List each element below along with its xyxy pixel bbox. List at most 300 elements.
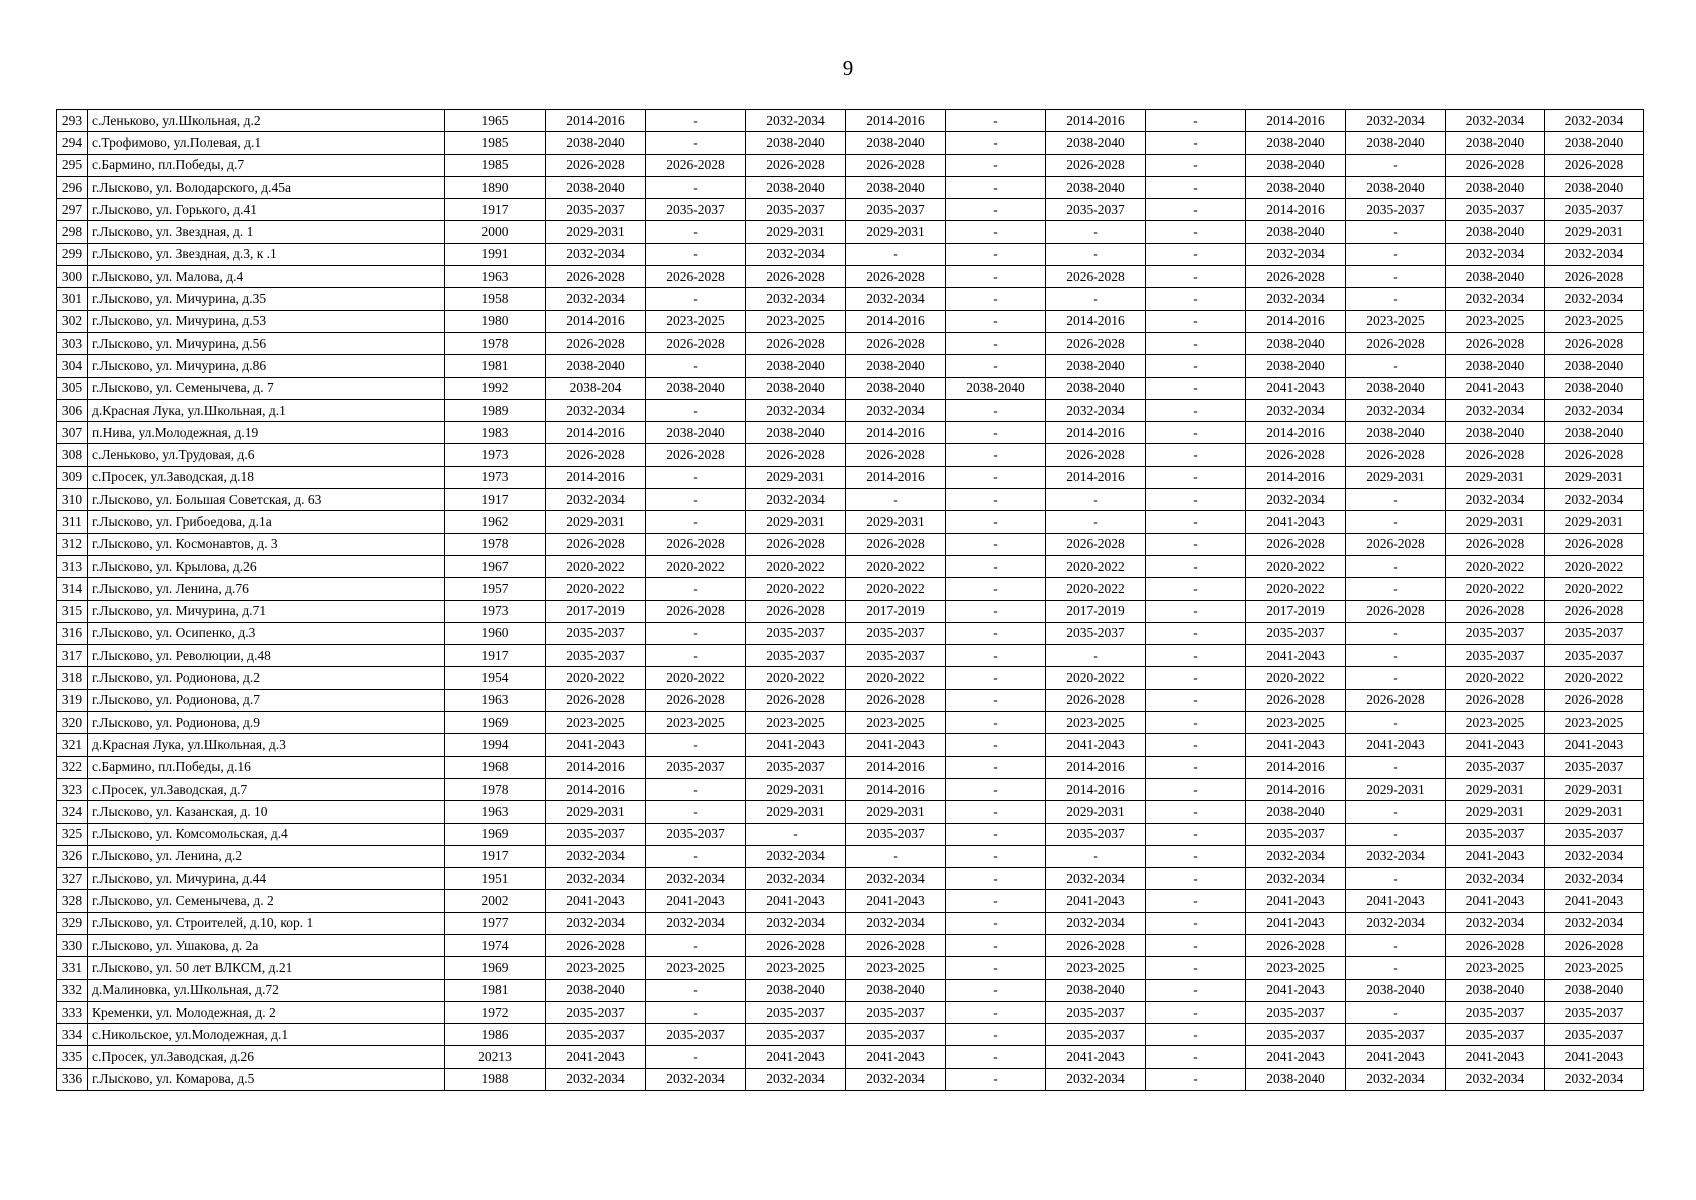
cell-period-9: -	[1346, 622, 1446, 644]
cell-period-2: -	[646, 243, 746, 265]
cell-period-11: 2035-2037	[1545, 756, 1644, 778]
cell-address: г.Лысково, ул. Ушакова, д. 2а	[88, 934, 445, 956]
cell-period-11: 2038-2040	[1545, 377, 1644, 399]
table-body	[57, 110, 1644, 1091]
cell-period-11: 2026-2028	[1545, 533, 1644, 555]
cell-period-7: -	[1146, 957, 1246, 979]
cell-period-10: 2026-2028	[1446, 332, 1545, 354]
cell-period-6: 2035-2037	[1046, 1001, 1146, 1023]
cell-period-5: -	[946, 355, 1046, 377]
cell-row-number: 336	[57, 1068, 88, 1090]
cell-period-2: -	[646, 934, 746, 956]
cell-period-11: 2026-2028	[1545, 266, 1644, 288]
cell-period-5: -	[946, 756, 1046, 778]
cell-period-1: 2029-2031	[546, 511, 646, 533]
cell-year-built: 1974	[445, 934, 546, 956]
cell-period-8: 2032-2034	[1246, 399, 1346, 421]
cell-period-8: 2014-2016	[1246, 756, 1346, 778]
cell-address: г.Лысково, ул. Грибоедова, д.1а	[88, 511, 445, 533]
cell-period-11: 2032-2034	[1545, 845, 1644, 867]
cell-period-3: 2032-2034	[746, 912, 846, 934]
cell-year-built: 1917	[445, 199, 546, 221]
cell-period-4: 2026-2028	[846, 332, 946, 354]
cell-period-10: 2041-2043	[1446, 377, 1545, 399]
cell-period-6: 2038-2040	[1046, 979, 1146, 1001]
cell-period-11: 2035-2037	[1545, 1001, 1644, 1023]
cell-period-2: -	[646, 288, 746, 310]
cell-period-9: -	[1346, 645, 1446, 667]
cell-year-built: 1957	[445, 578, 546, 600]
cell-period-2: -	[646, 132, 746, 154]
cell-period-4: 2026-2028	[846, 444, 946, 466]
cell-year-built: 1977	[445, 912, 546, 934]
cell-period-6: 2038-2040	[1046, 176, 1146, 198]
cell-period-2: 2026-2028	[646, 600, 746, 622]
cell-period-6: 2014-2016	[1046, 466, 1146, 488]
cell-period-5: -	[946, 1024, 1046, 1046]
cell-period-11: 2032-2034	[1545, 1068, 1644, 1090]
cell-period-11: 2026-2028	[1545, 934, 1644, 956]
cell-period-6: 2035-2037	[1046, 1024, 1146, 1046]
cell-period-4: 2026-2028	[846, 266, 946, 288]
cell-period-6: 2041-2043	[1046, 734, 1146, 756]
cell-period-2: 2038-2040	[646, 422, 746, 444]
table-row	[57, 399, 1644, 421]
cell-period-8: 2035-2037	[1246, 622, 1346, 644]
cell-row-number: 332	[57, 979, 88, 1001]
cell-period-9: -	[1346, 288, 1446, 310]
cell-period-1: 2026-2028	[546, 154, 646, 176]
cell-period-5: -	[946, 979, 1046, 1001]
table-row	[57, 1046, 1644, 1068]
cell-period-6: 2032-2034	[1046, 912, 1146, 934]
cell-period-11: 2032-2034	[1545, 489, 1644, 511]
cell-address: г.Лысково, ул. Звездная, д.3, к .1	[88, 243, 445, 265]
cell-address: г.Лысково, ул. Мичурина, д.53	[88, 310, 445, 332]
cell-period-11: 2026-2028	[1545, 444, 1644, 466]
cell-address: с.Просек, ул.Заводская, д.26	[88, 1046, 445, 1068]
cell-period-5: -	[946, 176, 1046, 198]
cell-period-9: 2029-2031	[1346, 778, 1446, 800]
cell-period-9: 2032-2034	[1346, 1068, 1446, 1090]
cell-period-5: -	[946, 622, 1046, 644]
cell-period-1: 2026-2028	[546, 934, 646, 956]
table-row	[57, 645, 1644, 667]
table-row	[57, 266, 1644, 288]
cell-period-8: 2038-2040	[1246, 221, 1346, 243]
cell-period-1: 2014-2016	[546, 422, 646, 444]
cell-period-11: 2029-2031	[1545, 778, 1644, 800]
cell-year-built: 1917	[445, 489, 546, 511]
cell-period-8: 2032-2034	[1246, 868, 1346, 890]
cell-row-number: 323	[57, 778, 88, 800]
cell-period-7: -	[1146, 154, 1246, 176]
cell-period-9: -	[1346, 511, 1446, 533]
cell-period-4: 2032-2034	[846, 399, 946, 421]
cell-year-built: 1963	[445, 689, 546, 711]
cell-year-built: 20213	[445, 1046, 546, 1068]
cell-period-5: -	[946, 1001, 1046, 1023]
cell-period-8: 2035-2037	[1246, 1001, 1346, 1023]
cell-period-10: 2041-2043	[1446, 845, 1545, 867]
cell-period-9: -	[1346, 243, 1446, 265]
cell-period-8: 2041-2043	[1246, 734, 1346, 756]
cell-period-3: 2038-2040	[746, 176, 846, 198]
cell-period-7: -	[1146, 399, 1246, 421]
cell-row-number: 329	[57, 912, 88, 934]
cell-period-5: -	[946, 511, 1046, 533]
cell-period-11: 2038-2040	[1545, 176, 1644, 198]
cell-period-7: -	[1146, 712, 1246, 734]
cell-period-5: -	[946, 132, 1046, 154]
cell-period-4: -	[846, 489, 946, 511]
cell-period-3: 2029-2031	[746, 778, 846, 800]
cell-period-6: -	[1046, 645, 1146, 667]
table-row	[57, 756, 1644, 778]
cell-period-8: 2038-2040	[1246, 154, 1346, 176]
cell-period-8: 2038-2040	[1246, 801, 1346, 823]
cell-period-2: 2023-2025	[646, 712, 746, 734]
cell-period-3: 2026-2028	[746, 934, 846, 956]
cell-year-built: 1988	[445, 1068, 546, 1090]
cell-period-7: -	[1146, 912, 1246, 934]
table-row	[57, 444, 1644, 466]
cell-row-number: 312	[57, 533, 88, 555]
table-row	[57, 1068, 1644, 1090]
cell-period-9: -	[1346, 578, 1446, 600]
table-row	[57, 555, 1644, 577]
cell-period-3: 2032-2034	[746, 243, 846, 265]
cell-period-9: 2026-2028	[1346, 332, 1446, 354]
cell-address: г.Лысково, ул. Космонавтов, д. 3	[88, 533, 445, 555]
cell-period-10: 2038-2040	[1446, 355, 1545, 377]
cell-period-9: -	[1346, 823, 1446, 845]
cell-period-4: 2014-2016	[846, 778, 946, 800]
cell-period-4: 2023-2025	[846, 957, 946, 979]
cell-period-10: 2032-2034	[1446, 868, 1545, 890]
cell-period-4: 2035-2037	[846, 823, 946, 845]
cell-period-7: -	[1146, 600, 1246, 622]
cell-period-9: 2026-2028	[1346, 600, 1446, 622]
cell-period-7: -	[1146, 422, 1246, 444]
cell-period-3: 2026-2028	[746, 689, 846, 711]
cell-period-1: 2041-2043	[546, 1046, 646, 1068]
cell-period-9: 2026-2028	[1346, 533, 1446, 555]
cell-period-8: 2014-2016	[1246, 422, 1346, 444]
cell-period-3: 2026-2028	[746, 332, 846, 354]
cell-period-4: 2023-2025	[846, 712, 946, 734]
cell-row-number: 301	[57, 288, 88, 310]
cell-address: д.Красная Лука, ул.Школьная, д.1	[88, 399, 445, 421]
table-row	[57, 1001, 1644, 1023]
cell-address: г.Лысково, ул. Семенычева, д. 7	[88, 377, 445, 399]
cell-year-built: 1981	[445, 979, 546, 1001]
cell-period-4: 2029-2031	[846, 511, 946, 533]
cell-period-3: 2038-2040	[746, 132, 846, 154]
cell-period-8: 2032-2034	[1246, 288, 1346, 310]
cell-row-number: 327	[57, 868, 88, 890]
table-row	[57, 622, 1644, 644]
cell-period-1: 2020-2022	[546, 555, 646, 577]
cell-period-6: 2032-2034	[1046, 399, 1146, 421]
cell-address: с.Леньково, ул.Трудовая, д.6	[88, 444, 445, 466]
cell-period-2: -	[646, 734, 746, 756]
cell-period-1: 2032-2034	[546, 912, 646, 934]
cell-period-1: 2014-2016	[546, 756, 646, 778]
cell-period-11: 2023-2025	[1545, 712, 1644, 734]
cell-period-7: -	[1146, 1024, 1246, 1046]
cell-period-6: 2014-2016	[1046, 110, 1146, 132]
cell-period-1: 2020-2022	[546, 578, 646, 600]
cell-period-5: -	[946, 1068, 1046, 1090]
cell-address: с.Бармино, пл.Победы, д.16	[88, 756, 445, 778]
cell-year-built: 1985	[445, 132, 546, 154]
cell-period-5: -	[946, 934, 1046, 956]
cell-period-11: 2020-2022	[1545, 578, 1644, 600]
cell-period-10: 2026-2028	[1446, 533, 1545, 555]
cell-period-8: 2038-2040	[1246, 1068, 1346, 1090]
cell-year-built: 1954	[445, 667, 546, 689]
cell-period-6: 2014-2016	[1046, 310, 1146, 332]
cell-period-8: 2041-2043	[1246, 511, 1346, 533]
cell-period-6: 2017-2019	[1046, 600, 1146, 622]
cell-row-number: 314	[57, 578, 88, 600]
cell-period-1: 2014-2016	[546, 110, 646, 132]
cell-period-8: 2014-2016	[1246, 110, 1346, 132]
cell-period-5: -	[946, 845, 1046, 867]
table-row	[57, 489, 1644, 511]
cell-period-10: 2038-2040	[1446, 132, 1545, 154]
cell-period-11: 2029-2031	[1545, 801, 1644, 823]
cell-address: г.Лысково, ул. Мичурина, д.86	[88, 355, 445, 377]
cell-address: г.Лысково, ул. Мичурина, д.71	[88, 600, 445, 622]
cell-period-6: 2026-2028	[1046, 533, 1146, 555]
cell-period-11: 2038-2040	[1545, 132, 1644, 154]
cell-period-8: 2038-2040	[1246, 176, 1346, 198]
cell-period-5: -	[946, 868, 1046, 890]
cell-year-built: 1972	[445, 1001, 546, 1023]
cell-period-4: 2029-2031	[846, 221, 946, 243]
cell-period-9: 2035-2037	[1346, 1024, 1446, 1046]
cell-year-built: 1969	[445, 823, 546, 845]
cell-period-10: 2026-2028	[1446, 600, 1545, 622]
cell-address: г.Лысково, ул. Ленина, д.76	[88, 578, 445, 600]
cell-period-10: 2038-2040	[1446, 422, 1545, 444]
cell-period-9: 2038-2040	[1346, 377, 1446, 399]
cell-period-8: 2041-2043	[1246, 645, 1346, 667]
cell-period-2: -	[646, 511, 746, 533]
cell-period-2: -	[646, 979, 746, 1001]
cell-period-2: -	[646, 645, 746, 667]
cell-period-7: -	[1146, 934, 1246, 956]
cell-period-2: 2032-2034	[646, 1068, 746, 1090]
cell-period-10: 2023-2025	[1446, 957, 1545, 979]
cell-period-10: 2035-2037	[1446, 199, 1545, 221]
cell-period-8: 2026-2028	[1246, 444, 1346, 466]
cell-period-6: 2026-2028	[1046, 266, 1146, 288]
table-row	[57, 979, 1644, 1001]
cell-period-10: 2026-2028	[1446, 934, 1545, 956]
cell-period-1: 2041-2043	[546, 734, 646, 756]
cell-period-3: 2032-2034	[746, 1068, 846, 1090]
cell-period-1: 2029-2031	[546, 801, 646, 823]
cell-period-4: 2041-2043	[846, 734, 946, 756]
cell-period-8: 2035-2037	[1246, 823, 1346, 845]
cell-period-1: 2032-2034	[546, 1068, 646, 1090]
cell-row-number: 325	[57, 823, 88, 845]
cell-period-2: -	[646, 845, 746, 867]
cell-period-4: 2035-2037	[846, 1024, 946, 1046]
cell-row-number: 293	[57, 110, 88, 132]
cell-period-10: 2020-2022	[1446, 555, 1545, 577]
cell-period-10: 2029-2031	[1446, 778, 1545, 800]
cell-period-9: 2026-2028	[1346, 444, 1446, 466]
cell-period-10: 2038-2040	[1446, 221, 1545, 243]
cell-period-7: -	[1146, 266, 1246, 288]
cell-period-4: 2026-2028	[846, 154, 946, 176]
cell-period-8: 2041-2043	[1246, 979, 1346, 1001]
cell-period-8: 2032-2034	[1246, 489, 1346, 511]
cell-period-2: 2020-2022	[646, 667, 746, 689]
cell-period-2: -	[646, 622, 746, 644]
cell-period-1: 2026-2028	[546, 332, 646, 354]
cell-period-4: 2035-2037	[846, 1001, 946, 1023]
cell-row-number: 318	[57, 667, 88, 689]
table-row	[57, 801, 1644, 823]
cell-period-10: 2035-2037	[1446, 1001, 1545, 1023]
cell-year-built: 1973	[445, 600, 546, 622]
cell-period-3: 2023-2025	[746, 712, 846, 734]
cell-period-7: -	[1146, 466, 1246, 488]
cell-period-9: -	[1346, 266, 1446, 288]
cell-period-11: 2032-2034	[1545, 912, 1644, 934]
cell-period-9: 2038-2040	[1346, 979, 1446, 1001]
cell-period-2: -	[646, 399, 746, 421]
cell-period-7: -	[1146, 444, 1246, 466]
cell-period-8: 2023-2025	[1246, 712, 1346, 734]
cell-period-8: 2017-2019	[1246, 600, 1346, 622]
cell-address: Кременки, ул. Молодежная, д. 2	[88, 1001, 445, 1023]
cell-period-10: 2032-2034	[1446, 243, 1545, 265]
cell-row-number: 297	[57, 199, 88, 221]
table-row	[57, 823, 1644, 845]
cell-address: с.Просек, ул.Заводская, д.7	[88, 778, 445, 800]
cell-period-5: -	[946, 734, 1046, 756]
cell-period-6: 2032-2034	[1046, 868, 1146, 890]
cell-address: г.Лысково, ул. Володарского, д.45а	[88, 176, 445, 198]
cell-period-6: 2026-2028	[1046, 689, 1146, 711]
cell-address: г.Лысково, ул. Крылова, д.26	[88, 555, 445, 577]
cell-period-3: 2041-2043	[746, 890, 846, 912]
cell-period-4: 2014-2016	[846, 422, 946, 444]
cell-year-built: 1963	[445, 801, 546, 823]
cell-period-3: 2023-2025	[746, 957, 846, 979]
cell-period-6: 2020-2022	[1046, 578, 1146, 600]
cell-period-2: 2026-2028	[646, 444, 746, 466]
cell-period-3: 2035-2037	[746, 622, 846, 644]
cell-period-8: 2041-2043	[1246, 377, 1346, 399]
cell-period-7: -	[1146, 890, 1246, 912]
cell-period-3: 2041-2043	[746, 1046, 846, 1068]
cell-period-11: 2023-2025	[1545, 957, 1644, 979]
cell-period-11: 2032-2034	[1545, 399, 1644, 421]
cell-period-1: 2026-2028	[546, 266, 646, 288]
cell-period-7: -	[1146, 778, 1246, 800]
cell-period-9: 2038-2040	[1346, 132, 1446, 154]
cell-period-8: 2041-2043	[1246, 890, 1346, 912]
cell-period-8: 2032-2034	[1246, 845, 1346, 867]
cell-period-7: -	[1146, 310, 1246, 332]
cell-period-1: 2038-2040	[546, 176, 646, 198]
cell-year-built: 1973	[445, 444, 546, 466]
cell-period-5: -	[946, 912, 1046, 934]
cell-period-3: 2038-2040	[746, 377, 846, 399]
cell-address: г.Лысково, ул. Комсомольская, д.4	[88, 823, 445, 845]
cell-period-7: -	[1146, 110, 1246, 132]
cell-period-6: 2026-2028	[1046, 444, 1146, 466]
cell-period-11: 2029-2031	[1545, 466, 1644, 488]
cell-period-6: 2014-2016	[1046, 778, 1146, 800]
cell-period-1: 2032-2034	[546, 489, 646, 511]
cell-period-10: 2035-2037	[1446, 622, 1545, 644]
cell-row-number: 319	[57, 689, 88, 711]
cell-period-6: -	[1046, 489, 1146, 511]
cell-period-9: -	[1346, 489, 1446, 511]
cell-period-5: -	[946, 689, 1046, 711]
cell-period-4: 2014-2016	[846, 466, 946, 488]
cell-period-11: 2041-2043	[1545, 890, 1644, 912]
cell-period-8: 2038-2040	[1246, 332, 1346, 354]
cell-period-10: 2032-2034	[1446, 489, 1545, 511]
cell-period-10: 2029-2031	[1446, 466, 1545, 488]
cell-address: г.Лысково, ул. Мичурина, д.56	[88, 332, 445, 354]
cell-period-7: -	[1146, 132, 1246, 154]
cell-row-number: 303	[57, 332, 88, 354]
cell-period-5: -	[946, 199, 1046, 221]
cell-period-3: 2020-2022	[746, 578, 846, 600]
cell-period-7: -	[1146, 1001, 1246, 1023]
cell-period-9: -	[1346, 712, 1446, 734]
table-row	[57, 778, 1644, 800]
cell-address: г.Лысково, ул. Строителей, д.10, кор. 1	[88, 912, 445, 934]
cell-period-4: 2014-2016	[846, 110, 946, 132]
cell-address: д.Красная Лука, ул.Школьная, д.3	[88, 734, 445, 756]
cell-period-7: -	[1146, 288, 1246, 310]
cell-period-2: -	[646, 778, 746, 800]
cell-period-3: 2029-2031	[746, 466, 846, 488]
cell-period-9: 2038-2040	[1346, 422, 1446, 444]
cell-period-6: 2020-2022	[1046, 667, 1146, 689]
cell-period-4: 2020-2022	[846, 578, 946, 600]
page-number: 9	[842, 56, 854, 80]
cell-period-7: -	[1146, 667, 1246, 689]
cell-period-5: -	[946, 778, 1046, 800]
cell-period-4: 2035-2037	[846, 622, 946, 644]
cell-period-10: 2029-2031	[1446, 511, 1545, 533]
cell-period-6: 2035-2037	[1046, 622, 1146, 644]
cell-row-number: 326	[57, 845, 88, 867]
cell-period-8: 2038-2040	[1246, 355, 1346, 377]
cell-period-3: 2035-2037	[746, 1001, 846, 1023]
cell-row-number: 304	[57, 355, 88, 377]
table-row	[57, 199, 1644, 221]
cell-period-9: -	[1346, 756, 1446, 778]
cell-period-1: 2038-2040	[546, 979, 646, 1001]
cell-period-2: 2035-2037	[646, 823, 746, 845]
cell-period-8: 2020-2022	[1246, 555, 1346, 577]
cell-period-11: 2035-2037	[1545, 1024, 1644, 1046]
cell-period-9: 2041-2043	[1346, 1046, 1446, 1068]
